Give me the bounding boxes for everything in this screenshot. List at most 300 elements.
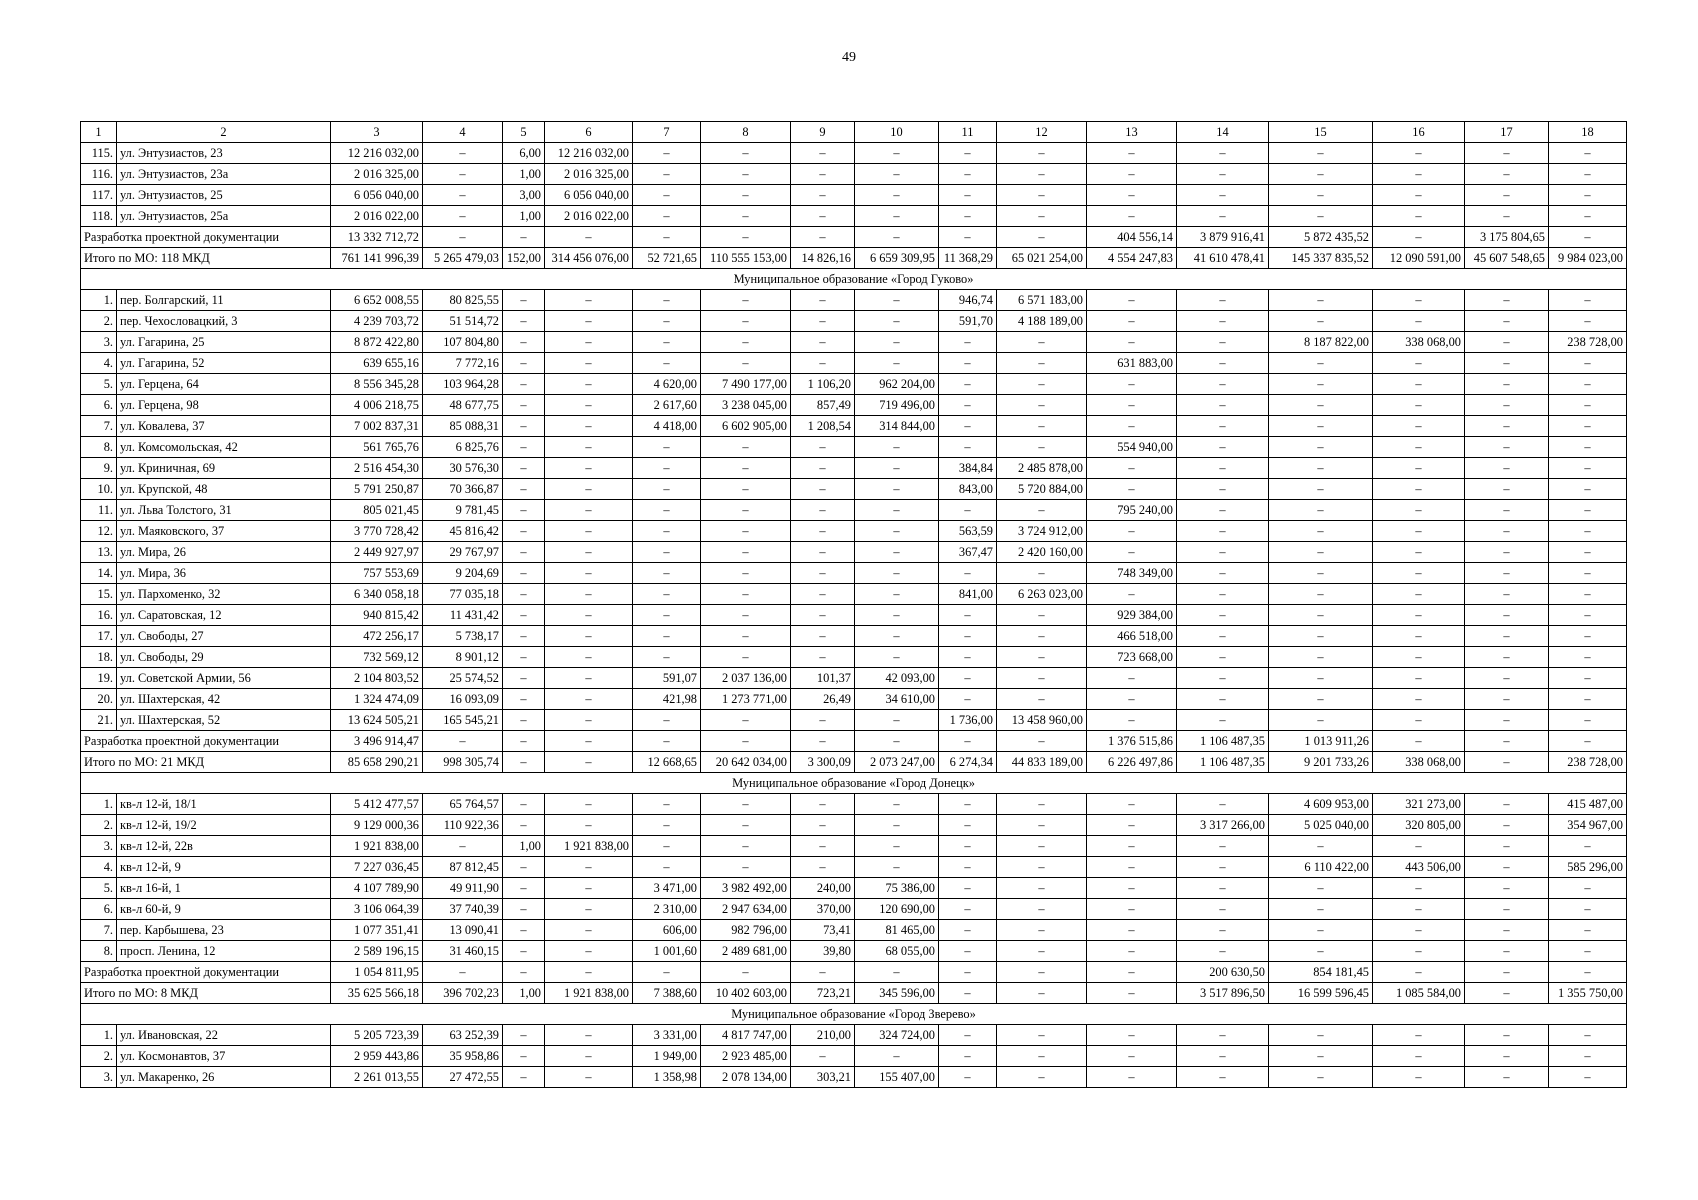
value-cell: – bbox=[1087, 1025, 1177, 1046]
value-cell: – bbox=[939, 647, 997, 668]
value-cell: 5 791 250,87 bbox=[331, 479, 423, 500]
value-cell: 1,00 bbox=[503, 206, 545, 227]
row-number: 8. bbox=[81, 941, 117, 962]
value-cell: – bbox=[1177, 794, 1269, 815]
value-cell: – bbox=[1465, 878, 1549, 899]
value-cell: 26,49 bbox=[791, 689, 855, 710]
value-cell: – bbox=[503, 521, 545, 542]
summary-cell: – bbox=[939, 983, 997, 1004]
column-number: 5 bbox=[503, 122, 545, 143]
value-cell: – bbox=[1465, 458, 1549, 479]
value-cell: – bbox=[939, 836, 997, 857]
summary-cell: – bbox=[939, 962, 997, 983]
section-header-row bbox=[81, 1004, 1627, 1025]
value-cell: – bbox=[1465, 437, 1549, 458]
address-cell: пер. Карбышева, 23 bbox=[117, 920, 331, 941]
value-cell: 3 770 728,42 bbox=[331, 521, 423, 542]
section-title: Муниципальное образование «Город Зверево» bbox=[81, 1004, 1627, 1025]
value-cell: 34 610,00 bbox=[855, 689, 939, 710]
value-cell: – bbox=[1269, 836, 1373, 857]
value-cell: 591,07 bbox=[633, 668, 701, 689]
value-cell: – bbox=[1269, 605, 1373, 626]
value-cell: – bbox=[997, 185, 1087, 206]
summary-cell: – bbox=[997, 227, 1087, 248]
table-row bbox=[81, 437, 1627, 458]
value-cell: 805 021,45 bbox=[331, 500, 423, 521]
value-cell: – bbox=[1549, 605, 1627, 626]
value-cell: – bbox=[1465, 605, 1549, 626]
row-number: 7. bbox=[81, 416, 117, 437]
value-cell: 2 959 443,86 bbox=[331, 1046, 423, 1067]
value-cell: – bbox=[1465, 479, 1549, 500]
summary-cell: 404 556,14 bbox=[1087, 227, 1177, 248]
value-cell: – bbox=[1373, 479, 1465, 500]
value-cell: – bbox=[1549, 689, 1627, 710]
address-cell: ул. Пархоменко, 32 bbox=[117, 584, 331, 605]
value-cell: – bbox=[1177, 185, 1269, 206]
value-cell: – bbox=[1373, 584, 1465, 605]
value-cell: – bbox=[633, 437, 701, 458]
value-cell: 4 609 953,00 bbox=[1269, 794, 1373, 815]
table-row bbox=[81, 626, 1627, 647]
value-cell: – bbox=[1087, 815, 1177, 836]
summary-cell: 6 659 309,95 bbox=[855, 248, 939, 269]
value-cell: – bbox=[1465, 668, 1549, 689]
address-cell: ул. Герцена, 98 bbox=[117, 395, 331, 416]
summary-label: Итого по МО: 21 МКД bbox=[81, 752, 331, 773]
value-cell: – bbox=[503, 710, 545, 731]
value-cell: 1 077 351,41 bbox=[331, 920, 423, 941]
value-cell: – bbox=[1269, 920, 1373, 941]
value-cell: – bbox=[1177, 311, 1269, 332]
summary-cell: 345 596,00 bbox=[855, 983, 939, 1004]
address-cell: ул. Шахтерская, 42 bbox=[117, 689, 331, 710]
value-cell: 13 458 960,00 bbox=[997, 710, 1087, 731]
value-cell: – bbox=[701, 605, 791, 626]
summary-cell: 2 073 247,00 bbox=[855, 752, 939, 773]
value-cell: – bbox=[545, 920, 633, 941]
value-cell: 25 574,52 bbox=[423, 668, 503, 689]
value-cell: – bbox=[1549, 353, 1627, 374]
value-cell: – bbox=[1087, 143, 1177, 164]
value-cell: 1 208,54 bbox=[791, 416, 855, 437]
value-cell: – bbox=[633, 815, 701, 836]
value-cell: – bbox=[701, 836, 791, 857]
value-cell: – bbox=[633, 143, 701, 164]
value-cell: – bbox=[997, 374, 1087, 395]
value-cell: – bbox=[1373, 458, 1465, 479]
value-cell: 591,70 bbox=[939, 311, 997, 332]
value-cell: – bbox=[1177, 668, 1269, 689]
value-cell: – bbox=[503, 899, 545, 920]
value-cell: – bbox=[791, 563, 855, 584]
value-cell: – bbox=[1177, 878, 1269, 899]
row-number: 17. bbox=[81, 626, 117, 647]
value-cell: – bbox=[503, 437, 545, 458]
value-cell: – bbox=[997, 605, 1087, 626]
value-cell: 1 106,20 bbox=[791, 374, 855, 395]
value-cell: – bbox=[1465, 920, 1549, 941]
value-cell: – bbox=[1177, 941, 1269, 962]
value-cell: – bbox=[545, 374, 633, 395]
value-cell: – bbox=[1373, 1025, 1465, 1046]
value-cell: – bbox=[701, 479, 791, 500]
table-row bbox=[81, 668, 1627, 689]
value-cell: 3 331,00 bbox=[633, 1025, 701, 1046]
value-cell: – bbox=[1549, 500, 1627, 521]
value-cell: – bbox=[1087, 374, 1177, 395]
address-cell: ул. Гагарина, 52 bbox=[117, 353, 331, 374]
table-row bbox=[81, 500, 1627, 521]
summary-cell: 6 274,34 bbox=[939, 752, 997, 773]
value-cell: – bbox=[1549, 584, 1627, 605]
value-cell: – bbox=[1373, 521, 1465, 542]
value-cell: – bbox=[1549, 311, 1627, 332]
section-header-row bbox=[81, 269, 1627, 290]
value-cell: 563,59 bbox=[939, 521, 997, 542]
value-cell: – bbox=[1087, 206, 1177, 227]
value-cell: – bbox=[633, 206, 701, 227]
row-number: 1. bbox=[81, 794, 117, 815]
value-cell: – bbox=[1465, 836, 1549, 857]
value-cell: 857,49 bbox=[791, 395, 855, 416]
value-cell: – bbox=[1269, 941, 1373, 962]
value-cell: – bbox=[791, 1046, 855, 1067]
summary-cell: – bbox=[503, 227, 545, 248]
value-cell: – bbox=[939, 878, 997, 899]
value-cell: – bbox=[545, 710, 633, 731]
value-cell: – bbox=[1177, 332, 1269, 353]
value-cell: – bbox=[855, 1046, 939, 1067]
value-cell: – bbox=[1087, 836, 1177, 857]
value-cell: 940 815,42 bbox=[331, 605, 423, 626]
value-cell: 929 384,00 bbox=[1087, 605, 1177, 626]
summary-cell: 1,00 bbox=[503, 983, 545, 1004]
value-cell: 2 923 485,00 bbox=[701, 1046, 791, 1067]
value-cell: 4 418,00 bbox=[633, 416, 701, 437]
summary-cell: 200 630,50 bbox=[1177, 962, 1269, 983]
value-cell: – bbox=[855, 143, 939, 164]
address-cell: ул. Льва Толстого, 31 bbox=[117, 500, 331, 521]
value-cell: 3 317 266,00 bbox=[1177, 815, 1269, 836]
summary-cell: 3 175 804,65 bbox=[1465, 227, 1549, 248]
value-cell: – bbox=[1269, 437, 1373, 458]
value-cell: – bbox=[545, 521, 633, 542]
value-cell: – bbox=[855, 710, 939, 731]
address-cell: просп. Ленина, 12 bbox=[117, 941, 331, 962]
value-cell: – bbox=[855, 332, 939, 353]
value-cell: – bbox=[855, 353, 939, 374]
column-number: 18 bbox=[1549, 122, 1627, 143]
value-cell: 2 310,00 bbox=[633, 899, 701, 920]
value-cell: – bbox=[1549, 878, 1627, 899]
value-cell: – bbox=[855, 815, 939, 836]
summary-cell: 1 085 584,00 bbox=[1373, 983, 1465, 1004]
value-cell: – bbox=[1465, 584, 1549, 605]
value-cell: 5 205 723,39 bbox=[331, 1025, 423, 1046]
summary-cell: 1 013 911,26 bbox=[1269, 731, 1373, 752]
table-row bbox=[81, 647, 1627, 668]
summary-row bbox=[81, 227, 1627, 248]
value-cell: 1 921 838,00 bbox=[545, 836, 633, 857]
address-cell: кв-л 12-й, 22в bbox=[117, 836, 331, 857]
address-cell: ул. Мира, 26 bbox=[117, 542, 331, 563]
value-cell: – bbox=[939, 794, 997, 815]
value-cell: – bbox=[701, 584, 791, 605]
table-row bbox=[81, 332, 1627, 353]
value-cell: 6 056 040,00 bbox=[545, 185, 633, 206]
value-cell: – bbox=[1549, 647, 1627, 668]
value-cell: 85 088,31 bbox=[423, 416, 503, 437]
value-cell: – bbox=[1087, 920, 1177, 941]
value-cell: – bbox=[939, 353, 997, 374]
value-cell: – bbox=[1177, 1046, 1269, 1067]
table-row bbox=[81, 815, 1627, 836]
value-cell: – bbox=[701, 815, 791, 836]
value-cell: – bbox=[1549, 1025, 1627, 1046]
value-cell: – bbox=[1549, 710, 1627, 731]
value-cell: 354 967,00 bbox=[1549, 815, 1627, 836]
value-cell: – bbox=[1087, 395, 1177, 416]
value-cell: – bbox=[1373, 668, 1465, 689]
summary-cell: – bbox=[997, 983, 1087, 1004]
value-cell: – bbox=[939, 437, 997, 458]
summary-label: Разработка проектной документации bbox=[81, 731, 331, 752]
value-cell: 238 728,00 bbox=[1549, 332, 1627, 353]
value-cell: – bbox=[1087, 479, 1177, 500]
value-cell: – bbox=[1269, 416, 1373, 437]
value-cell: – bbox=[423, 836, 503, 857]
summary-cell: – bbox=[939, 227, 997, 248]
value-cell: 1 921 838,00 bbox=[331, 836, 423, 857]
value-cell: – bbox=[1087, 290, 1177, 311]
row-number: 2. bbox=[81, 311, 117, 332]
value-cell: – bbox=[791, 206, 855, 227]
value-cell: – bbox=[939, 899, 997, 920]
value-cell: – bbox=[1177, 626, 1269, 647]
value-cell: – bbox=[855, 521, 939, 542]
summary-cell: – bbox=[997, 731, 1087, 752]
value-cell: 31 460,15 bbox=[423, 941, 503, 962]
summary-cell: – bbox=[633, 227, 701, 248]
value-cell: – bbox=[545, 290, 633, 311]
value-cell: – bbox=[1465, 395, 1549, 416]
value-cell: 35 958,86 bbox=[423, 1046, 503, 1067]
value-cell: – bbox=[939, 374, 997, 395]
value-cell: – bbox=[1177, 206, 1269, 227]
value-cell: – bbox=[1465, 626, 1549, 647]
value-cell: – bbox=[503, 563, 545, 584]
value-cell: – bbox=[503, 668, 545, 689]
value-cell: 12 216 032,00 bbox=[545, 143, 633, 164]
summary-cell: 1 106 487,35 bbox=[1177, 752, 1269, 773]
value-cell: – bbox=[997, 878, 1087, 899]
value-cell: 2 016 022,00 bbox=[545, 206, 633, 227]
value-cell: – bbox=[791, 626, 855, 647]
value-cell: – bbox=[1465, 857, 1549, 878]
value-cell: – bbox=[1177, 395, 1269, 416]
table-row bbox=[81, 395, 1627, 416]
row-number: 3. bbox=[81, 332, 117, 353]
value-cell: – bbox=[855, 206, 939, 227]
value-cell: – bbox=[633, 311, 701, 332]
value-cell: – bbox=[1269, 395, 1373, 416]
row-number: 8. bbox=[81, 437, 117, 458]
value-cell: – bbox=[1269, 500, 1373, 521]
address-cell: ул. Саратовская, 12 bbox=[117, 605, 331, 626]
value-cell: 2 016 325,00 bbox=[331, 164, 423, 185]
value-cell: 2 947 634,00 bbox=[701, 899, 791, 920]
value-cell: 2 589 196,15 bbox=[331, 941, 423, 962]
value-cell: – bbox=[1373, 353, 1465, 374]
value-cell: – bbox=[1549, 899, 1627, 920]
value-cell: 4 239 703,72 bbox=[331, 311, 423, 332]
table-row bbox=[81, 605, 1627, 626]
value-cell: – bbox=[701, 563, 791, 584]
value-cell: – bbox=[633, 290, 701, 311]
value-cell: – bbox=[503, 332, 545, 353]
value-cell: – bbox=[1549, 164, 1627, 185]
value-cell: 3 106 064,39 bbox=[331, 899, 423, 920]
value-cell: – bbox=[503, 458, 545, 479]
row-number: 7. bbox=[81, 920, 117, 941]
value-cell: – bbox=[1549, 479, 1627, 500]
table-row bbox=[81, 542, 1627, 563]
value-cell: – bbox=[791, 479, 855, 500]
value-cell: – bbox=[545, 857, 633, 878]
value-cell: – bbox=[939, 332, 997, 353]
value-cell: 2 485 878,00 bbox=[997, 458, 1087, 479]
value-cell: 6,00 bbox=[503, 143, 545, 164]
summary-cell: 145 337 835,52 bbox=[1269, 248, 1373, 269]
section-title: Муниципальное образование «Город Донецк» bbox=[81, 773, 1627, 794]
summary-cell: – bbox=[633, 731, 701, 752]
summary-cell: 14 826,16 bbox=[791, 248, 855, 269]
address-cell: кв-л 12-й, 19/2 bbox=[117, 815, 331, 836]
value-cell: – bbox=[1177, 920, 1269, 941]
value-cell: – bbox=[997, 626, 1087, 647]
value-cell: 5 720 884,00 bbox=[997, 479, 1087, 500]
value-cell: – bbox=[701, 857, 791, 878]
value-cell: – bbox=[939, 206, 997, 227]
value-cell: – bbox=[633, 836, 701, 857]
summary-cell: – bbox=[701, 227, 791, 248]
value-cell: – bbox=[503, 416, 545, 437]
value-cell: – bbox=[1373, 689, 1465, 710]
table-row bbox=[81, 458, 1627, 479]
value-cell: – bbox=[939, 563, 997, 584]
value-cell: 2 420 160,00 bbox=[997, 542, 1087, 563]
summary-cell: 9 984 023,00 bbox=[1549, 248, 1627, 269]
value-cell: – bbox=[1373, 416, 1465, 437]
column-number-row bbox=[81, 122, 1627, 143]
value-cell: 719 496,00 bbox=[855, 395, 939, 416]
summary-cell: 3 879 916,41 bbox=[1177, 227, 1269, 248]
value-cell: 2 261 013,55 bbox=[331, 1067, 423, 1088]
value-cell: – bbox=[1549, 668, 1627, 689]
value-cell: – bbox=[1177, 605, 1269, 626]
value-cell: 2 449 927,97 bbox=[331, 542, 423, 563]
row-number: 6. bbox=[81, 899, 117, 920]
summary-cell: – bbox=[1087, 983, 1177, 1004]
value-cell: 81 465,00 bbox=[855, 920, 939, 941]
value-cell: – bbox=[1087, 878, 1177, 899]
value-cell: – bbox=[1373, 1067, 1465, 1088]
address-cell: ул. Энтузиастов, 25а bbox=[117, 206, 331, 227]
value-cell: – bbox=[1465, 521, 1549, 542]
value-cell: – bbox=[1373, 836, 1465, 857]
value-cell: – bbox=[939, 185, 997, 206]
value-cell: – bbox=[855, 626, 939, 647]
value-cell: 2 489 681,00 bbox=[701, 941, 791, 962]
value-cell: – bbox=[1269, 1046, 1373, 1067]
table-row bbox=[81, 185, 1627, 206]
value-cell: – bbox=[855, 794, 939, 815]
summary-cell: – bbox=[1465, 752, 1549, 773]
value-cell: 732 569,12 bbox=[331, 647, 423, 668]
value-cell: 240,00 bbox=[791, 878, 855, 899]
value-cell: – bbox=[503, 941, 545, 962]
value-cell: – bbox=[1465, 563, 1549, 584]
value-cell: – bbox=[855, 437, 939, 458]
value-cell: – bbox=[1269, 521, 1373, 542]
table-row bbox=[81, 416, 1627, 437]
summary-cell: – bbox=[939, 731, 997, 752]
value-cell: – bbox=[701, 332, 791, 353]
summary-row bbox=[81, 962, 1627, 983]
value-cell: – bbox=[701, 710, 791, 731]
address-cell: кв-л 12-й, 9 bbox=[117, 857, 331, 878]
summary-cell: – bbox=[545, 752, 633, 773]
value-cell: – bbox=[545, 542, 633, 563]
value-cell: – bbox=[1269, 185, 1373, 206]
value-cell: – bbox=[545, 815, 633, 836]
column-number: 2 bbox=[117, 122, 331, 143]
summary-cell: – bbox=[855, 731, 939, 752]
column-number: 4 bbox=[423, 122, 503, 143]
value-cell: – bbox=[503, 815, 545, 836]
value-cell: – bbox=[939, 143, 997, 164]
summary-label: Итого по МО: 118 МКД bbox=[81, 248, 331, 269]
value-cell: – bbox=[701, 521, 791, 542]
value-cell: – bbox=[1269, 668, 1373, 689]
row-number: 20. bbox=[81, 689, 117, 710]
value-cell: – bbox=[855, 311, 939, 332]
summary-cell: – bbox=[701, 962, 791, 983]
value-cell: – bbox=[1177, 164, 1269, 185]
summary-cell: 110 555 153,00 bbox=[701, 248, 791, 269]
summary-cell: – bbox=[1373, 227, 1465, 248]
value-cell: – bbox=[855, 647, 939, 668]
value-cell: – bbox=[1177, 584, 1269, 605]
column-number: 12 bbox=[997, 122, 1087, 143]
value-cell: – bbox=[503, 605, 545, 626]
summary-cell: 10 402 603,00 bbox=[701, 983, 791, 1004]
value-cell: – bbox=[1373, 710, 1465, 731]
summary-cell: 12 668,65 bbox=[633, 752, 701, 773]
row-number: 115. bbox=[81, 143, 117, 164]
value-cell: – bbox=[1269, 878, 1373, 899]
value-cell: 321 273,00 bbox=[1373, 794, 1465, 815]
value-cell: – bbox=[503, 878, 545, 899]
value-cell: 415 487,00 bbox=[1549, 794, 1627, 815]
value-cell: – bbox=[545, 1046, 633, 1067]
value-cell: 606,00 bbox=[633, 920, 701, 941]
value-cell: – bbox=[1177, 500, 1269, 521]
value-cell: – bbox=[997, 836, 1087, 857]
value-cell: – bbox=[791, 290, 855, 311]
value-cell: 110 922,36 bbox=[423, 815, 503, 836]
